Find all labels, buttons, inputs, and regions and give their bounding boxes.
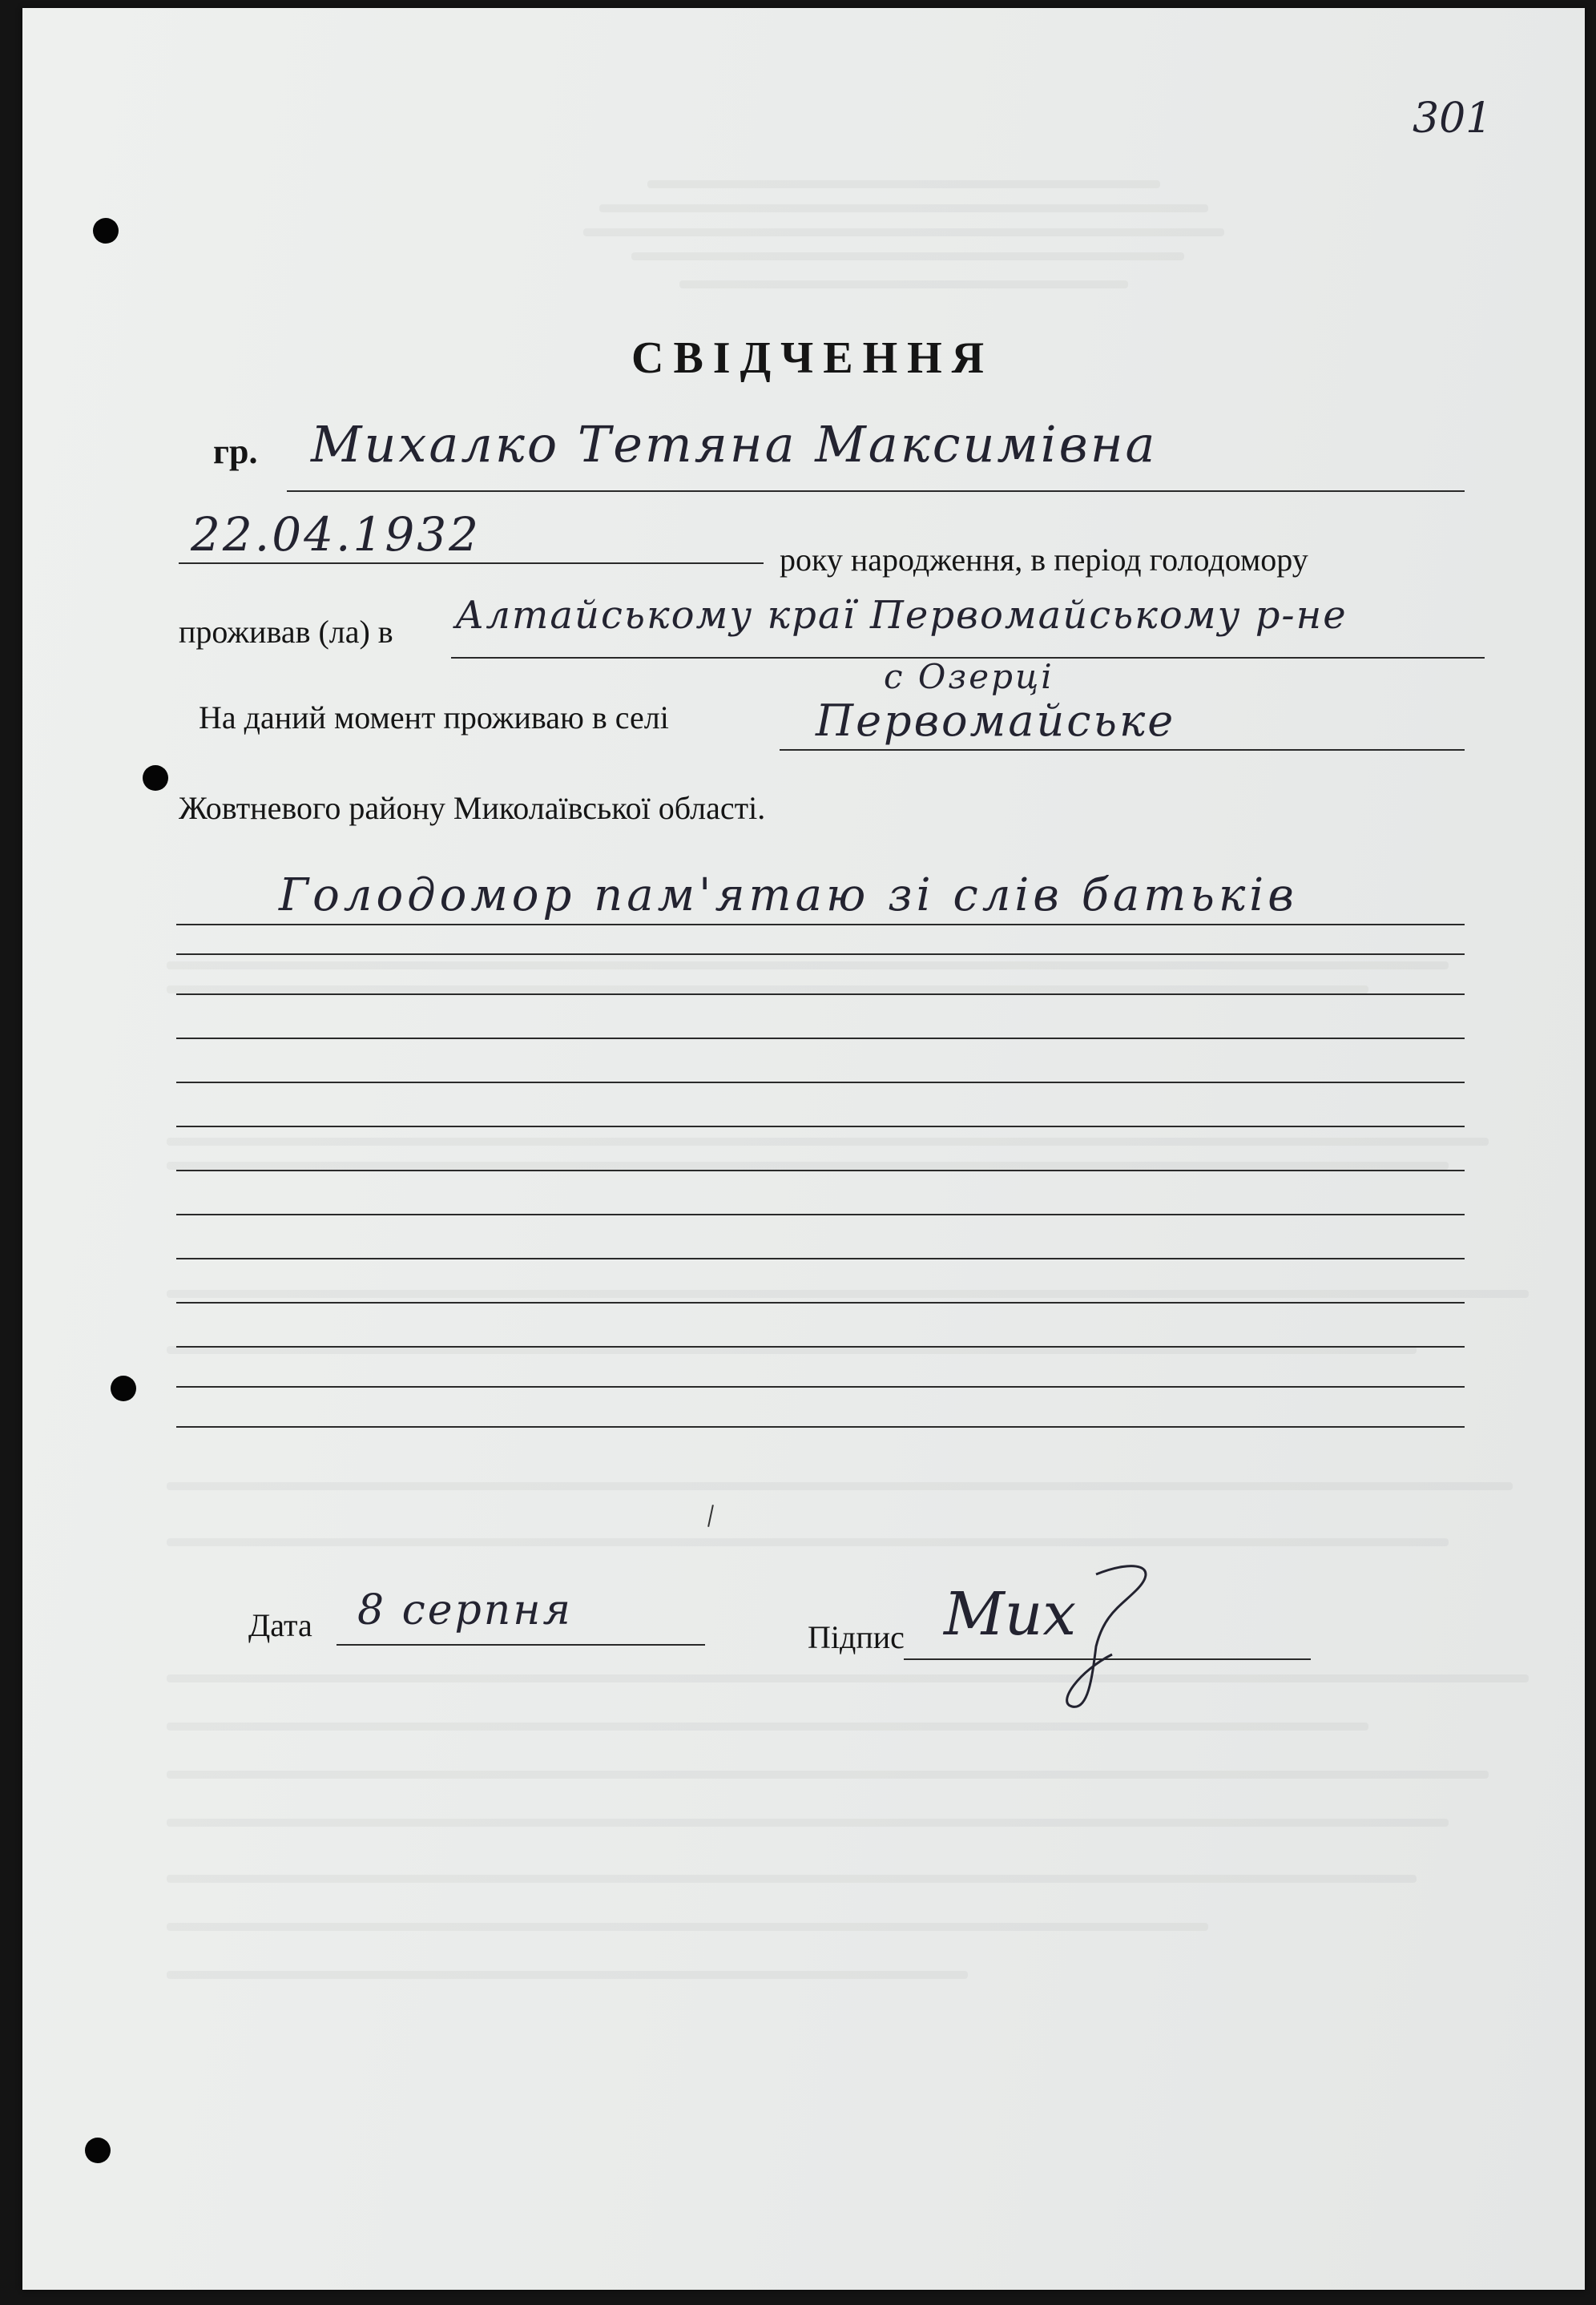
current-residence-value: Первомайське [816,695,1176,746]
date-label: Дата [248,1607,312,1643]
current-residence-label: На даний момент проживаю в селі [199,699,669,735]
signature-flourish [1048,1558,1192,1719]
testimony-line-2 [176,953,1465,955]
name-value: Михалко Тетяна Максимівна [311,415,1158,473]
testimony-line-6 [176,1126,1465,1127]
testimony-line-1 [176,924,1465,925]
date-underline [337,1644,705,1646]
stray-pen-mark [707,1505,714,1527]
birth-suffix-text: року народження, в період голодомору [780,542,1308,578]
document-page [22,8,1585,2290]
punch-hole-3 [111,1376,136,1401]
name-prefix-label: гр. [213,432,258,471]
testimony-line-5 [176,1082,1465,1083]
punch-hole-1 [93,218,119,244]
birth-date-value: 22.04.1932 [191,507,482,562]
testimony-line-12 [176,1386,1465,1388]
district-text: Жовтневого району Миколаївської області. [179,790,766,826]
testimony-line-1-text: Голодомор пам'ятаю зі слів батьків [279,869,1298,921]
lived-label: проживав (ла) в [179,614,393,650]
testimony-line-7 [176,1170,1465,1171]
testimony-line-8 [176,1214,1465,1215]
name-underline [287,490,1465,492]
testimony-line-4 [176,1038,1465,1039]
lived-note: с Озерці [884,657,1054,696]
testimony-line-13 [176,1426,1465,1428]
testimony-line-9 [176,1258,1465,1259]
punch-hole-4 [85,2138,111,2163]
lived-value: Алтайському краї Первомайському р-не [455,593,1348,638]
signature-label: Підпис [808,1619,905,1655]
testimony-line-3 [176,993,1465,995]
page-number: 301 [1413,95,1493,143]
testimony-line-11 [176,1346,1465,1348]
birth-date-underline [179,562,764,564]
signature: Мих [944,1580,1077,1649]
document-title: СВІДЧЕННЯ [631,333,994,383]
testimony-line-10 [176,1302,1465,1304]
punch-hole-2 [143,765,168,791]
date-value: 8 серпня [357,1586,573,1634]
current-residence-underline [780,749,1465,751]
